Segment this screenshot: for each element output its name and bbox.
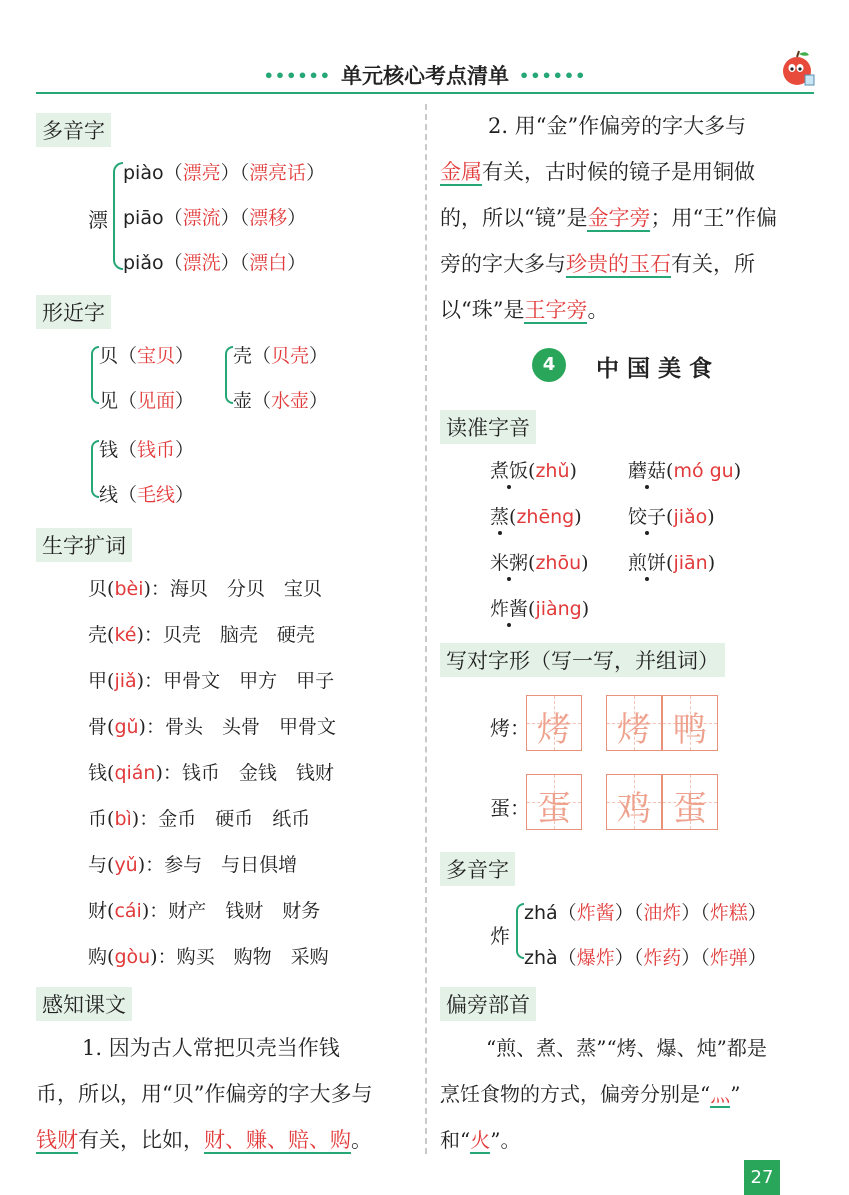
kuoci-row: 壳(ké)：贝壳 脑壳 硬壳 bbox=[88, 624, 315, 646]
kuoci-row: 币(bì)：金币 硬币 纸币 bbox=[88, 808, 311, 830]
header-dots-left: •••••• bbox=[263, 66, 331, 85]
duzhun-item: 煎饼(jiān) bbox=[628, 552, 716, 574]
kewen-line: 钱财有关，比如，财、赚、赔、购。 bbox=[36, 1128, 372, 1152]
header-title-text: 单元核心考点清单 bbox=[341, 63, 509, 88]
duzhun-item: 炸酱(jiàng) bbox=[490, 598, 590, 620]
duoyin-char: 漂 bbox=[88, 208, 108, 232]
p2-line: 的，所以“镜”是金字旁；用“王”作偏 bbox=[440, 206, 777, 230]
writing-box: 蛋 bbox=[526, 774, 582, 830]
writing-box: 烤 bbox=[526, 695, 582, 751]
writing-box: 鸭 bbox=[662, 695, 718, 751]
lesson-title: 中 国 美 食 bbox=[596, 355, 713, 382]
pianpang-line: 烹饪食物的方式，偏旁分别是“灬” bbox=[440, 1082, 741, 1106]
page-number: 27 bbox=[744, 1160, 780, 1195]
duzhun-item: 蒸(zhēng) bbox=[490, 506, 582, 528]
writing-box: 鸡 bbox=[606, 774, 662, 830]
duzhun-item: 煮饭(zhǔ) bbox=[490, 460, 577, 482]
duzhun-item: 米粥(zhōu) bbox=[490, 552, 589, 574]
writing-box: 蛋 bbox=[662, 774, 718, 830]
kuoci-row: 与(yǔ)：参与 与日俱增 bbox=[88, 854, 298, 876]
p2-line: 以“珠”是王字旁。 bbox=[440, 298, 609, 322]
section-kewen: 感知课文 bbox=[36, 987, 132, 1021]
section-duoyin: 多音字 bbox=[36, 113, 111, 147]
xingjin-item: 线（毛线） bbox=[99, 484, 195, 506]
pianpang-line: “煎、煮、蒸”“烤、爆、炖”都是 bbox=[486, 1036, 767, 1060]
xingjin-item: 见（见面） bbox=[99, 390, 195, 412]
xingjin-item: 壶（水壶） bbox=[233, 390, 329, 412]
xingjin-brace bbox=[91, 346, 99, 404]
xingjin-brace bbox=[91, 440, 99, 498]
p2-line: 金属有关，古时候的镜子是用铜做 bbox=[440, 160, 755, 184]
xingjin-brace bbox=[225, 346, 233, 404]
pianpang-line: 和“火”。 bbox=[440, 1128, 521, 1152]
section-pianpang: 偏旁部首 bbox=[440, 987, 536, 1021]
duoyin2-brace bbox=[516, 903, 524, 959]
duoyin2-row: zhá（炸酱）（油炸）（炸糕） bbox=[524, 902, 767, 924]
section-kuoci: 生字扩词 bbox=[36, 528, 132, 562]
p2-line: 2. 用“金”作偏旁的字大多与 bbox=[488, 114, 747, 138]
duoyin2-row: zhà（爆炸）（炸药）（炸弹） bbox=[524, 947, 767, 969]
kuoci-row: 钱(qián)：钱币 金钱 钱财 bbox=[88, 762, 334, 784]
kewen-line: 1. 因为古人常把贝壳当作钱 bbox=[82, 1036, 340, 1060]
kuoci-row: 甲(jiǎ)：甲骨文 甲方 甲子 bbox=[88, 670, 335, 692]
section-duoyin2: 多音字 bbox=[440, 852, 515, 886]
writing-box: 烤 bbox=[606, 695, 662, 751]
duoyin-row: piāo（漂流）（漂移） bbox=[123, 207, 307, 229]
p2-line: 旁的字大多与珍贵的玉石有关，所 bbox=[440, 252, 755, 276]
page-header bbox=[36, 58, 814, 92]
duzhun-item: 饺子(jiǎo) bbox=[628, 506, 715, 528]
xiedui-label: 蛋： bbox=[490, 796, 530, 820]
kuoci-row: 贝(bèi)：海贝 分贝 宝贝 bbox=[88, 578, 322, 600]
xingjin-item: 贝（宝贝） bbox=[99, 345, 195, 367]
header-title bbox=[36, 60, 814, 90]
apple-mascot-icon bbox=[778, 48, 818, 90]
duoyin-brace bbox=[113, 162, 123, 270]
xingjin-item: 壳（贝壳） bbox=[233, 345, 329, 367]
section-xiedui: 写对字形（写一写，并组词） bbox=[440, 643, 725, 677]
duoyin2-char: 炸 bbox=[490, 924, 510, 948]
kuoci-row: 财(cái)：财产 钱财 财务 bbox=[88, 900, 321, 922]
kuoci-row: 骨(gǔ)：骨头 头骨 甲骨文 bbox=[88, 716, 336, 738]
xingjin-item: 钱（钱币） bbox=[99, 439, 195, 461]
duzhun-item: 蘑菇(mó gu) bbox=[628, 460, 742, 482]
duoyin-row: piào（漂亮）（漂亮话） bbox=[123, 162, 326, 184]
header-rule bbox=[36, 92, 814, 94]
section-duzhun: 读准字音 bbox=[440, 410, 536, 444]
kuoci-row: 购(gòu)：购买 购物 采购 bbox=[88, 946, 329, 968]
kewen-line: 币，所以，用“贝”作偏旁的字大多与 bbox=[36, 1082, 373, 1106]
lesson-number-badge: 4 bbox=[532, 348, 566, 382]
column-divider bbox=[425, 104, 427, 1154]
duoyin-row: piǎo（漂洗）（漂白） bbox=[123, 252, 307, 274]
header-dots-right: •••••• bbox=[519, 66, 587, 85]
xiedui-label: 烤： bbox=[490, 716, 530, 740]
section-xingjin: 形近字 bbox=[36, 295, 111, 329]
